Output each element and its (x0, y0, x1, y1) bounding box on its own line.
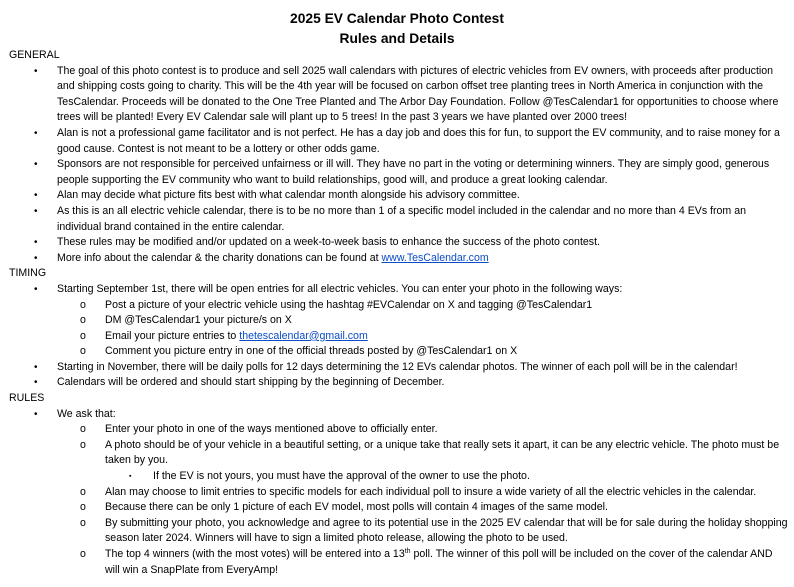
timing-item-text: Starting in November, there will be daily polls for 12 days determining the 12 EVs calendar photos. The winner of each poll will be in the calendar! (57, 360, 738, 373)
tescalendar-website-link[interactable]: www.TesCalendar.com (381, 251, 489, 264)
rules-heading: RULES (9, 392, 45, 405)
rule-text: Alan may choose to limit entries to specific models for each individual poll to insure a wide variety of all the electric vehicles in the calendar. (105, 485, 757, 498)
more-info-text: More info about the calendar & the charity donations can be found at (57, 251, 382, 264)
entry-way-text: Comment you picture entry in one of the official threads posted by @TesCalendar1 on X (105, 345, 518, 358)
rules-item-we-ask (0, 407, 794, 423)
bullet-icon: • (34, 252, 38, 264)
general-item-sponsors (0, 157, 794, 188)
bullet-icon: • (34, 190, 38, 202)
sub-bullet-icon: o (80, 298, 86, 311)
general-item-text: These rules may be modified and/or updated on a week-to-week basis to enhance the success of the photo contest. (57, 236, 600, 249)
ordinal-suffix: th (404, 548, 411, 555)
document-title (0, 9, 794, 48)
timing-item-entries (0, 282, 794, 298)
rule-text: A photo should be of your vehicle in a beautiful setting, or a unique take that really sets it apart, it can be any electric vehicle. The photo must be taken by you. (105, 438, 780, 467)
bullet-icon: • (34, 361, 38, 373)
top4-text-before: The top 4 winners (with the most votes) will be entered into a 13 (105, 548, 405, 560)
general-item-alan (0, 126, 794, 157)
bullet-icon: • (34, 408, 38, 420)
general-heading: GENERAL (9, 49, 60, 61)
top4-text-after: poll. The winner of this poll will be included on the cover of the calendar AND will win a SnapPlate from EveryAmp! (105, 548, 773, 576)
general-item-rules-modified (0, 235, 794, 251)
sub-bullet-icon: o (80, 314, 86, 327)
rules-item-text: We ask that: (57, 407, 116, 420)
title-line-2: Rules and Details (339, 30, 455, 46)
sub-bullet-icon: o (80, 548, 86, 560)
general-item-text: Alan may decide what picture fits best with what calendar month alongside his advisory committee. (57, 189, 520, 202)
general-item-text: Alan is not a professional game facilitator and is not perfect. He has a day job and does this for fun, to support the EV community, and to raise money for a good cause. Contest is not meant to be a lottery or other odds game. (57, 126, 780, 155)
rule-approval (0, 469, 794, 485)
email-text: Email your picture entries to (105, 329, 240, 342)
general-item-picture-month (0, 188, 794, 204)
bullet-icon: • (34, 205, 38, 217)
entry-way-comment (0, 344, 794, 360)
entry-way-text (105, 329, 788, 345)
rule-photo (0, 438, 794, 469)
bullet-icon: • (34, 65, 38, 77)
entry-way-text: Post a picture of your electric vehicle using the hashtag #EVCalendar on X and tagging @TesCalendar1 (105, 298, 593, 311)
document-page (0, 9, 794, 578)
entry-way-hashtag (0, 298, 794, 314)
general-item-model-limit (0, 204, 794, 235)
sub-bullet-icon: o (80, 516, 86, 529)
entry-way-email (0, 329, 794, 345)
sub-bullet-icon: o (80, 329, 86, 342)
rule-release (0, 516, 794, 547)
sub-bullet-icon: o (80, 423, 86, 436)
bullet-icon: • (34, 237, 38, 249)
rule-limit (0, 485, 794, 501)
timing-item-text: Calendars will be ordered and should start shipping by the beginning of December. (57, 376, 445, 389)
rule-text: By submitting your photo, you acknowledge and agree to its potential use in the 2025 EV calendar that will be for sale during the holiday shopping season later 2024. Winners will have to sign a limited photo release, allowing the photo to be used. (105, 516, 788, 545)
timing-item-shipping (0, 375, 794, 391)
rule-text: Enter your photo in one of the ways mentioned above to officially enter. (105, 423, 438, 436)
rule-text: Because there can be only 1 picture of each EV model, most polls will contain 4 images of the same model. (105, 501, 608, 514)
email-link[interactable]: thetescalendar@gmail.com (239, 329, 368, 342)
bullet-icon: • (34, 127, 38, 139)
rule-text: If the EV is not yours, you must have the approval of the owner to use the photo. (153, 470, 530, 483)
bullet-icon: • (34, 283, 38, 295)
sub-bullet-icon: o (80, 438, 86, 451)
rule-one-picture (0, 500, 794, 516)
general-item-more-info (0, 251, 794, 267)
general-item-text: The goal of this photo contest is to produce and sell 2025 wall calendars with pictures of electric vehicles from EV owners, with proceeds after production and shipping costs going to charity. This will be the 4th year will be focused on carbon offset tree planting trees in North America in conjunction with the TesCalendar. Proceeds will be donated to the One Tree Planted and The Arbor Day Foundation. Follow @TesCalendar1 for opportunities to choose where trees will be planted! Every EV Calendar sale will plant up to 5 trees! In the past 3 years we have planted over 2000 trees! (57, 64, 779, 124)
title-line-1: 2025 EV Calendar Photo Contest (290, 11, 504, 26)
timing-item-polls (0, 360, 794, 376)
rule-top4 (0, 547, 794, 578)
sub-bullet-icon: o (80, 345, 86, 358)
entry-way-dm (0, 313, 794, 329)
general-item-text (57, 251, 780, 267)
sub-bullet-icon: o (80, 501, 86, 514)
entry-way-text: DM @TesCalendar1 your picture/s on X (105, 314, 292, 327)
timing-heading: TIMING (9, 267, 47, 280)
general-item-text: Sponsors are not responsible for perceived unfairness or ill will. They have no part in the voting or determining winners. They are simply good, generous people supporting the EV community who want to build relationships, good will, and produce a great looking calendar. (57, 158, 770, 186)
general-item-goal (0, 64, 794, 126)
bullet-icon: • (34, 159, 38, 171)
bullet-icon: • (34, 377, 38, 389)
square-bullet-icon: ▪ (129, 473, 132, 481)
general-item-text: As this is an all electric vehicle calendar, there is to be no more than 1 of a specific model included in the calendar and no more than 4 EVs from an individual brand contained in the entire calendar. (57, 204, 746, 233)
sub-bullet-icon: o (80, 485, 86, 498)
rule-text (105, 547, 788, 578)
rule-enter (0, 422, 794, 438)
timing-item-text: Starting September 1st, there will be open entries for all electric vehicles. You can enter your photo in the following ways: (57, 282, 623, 295)
